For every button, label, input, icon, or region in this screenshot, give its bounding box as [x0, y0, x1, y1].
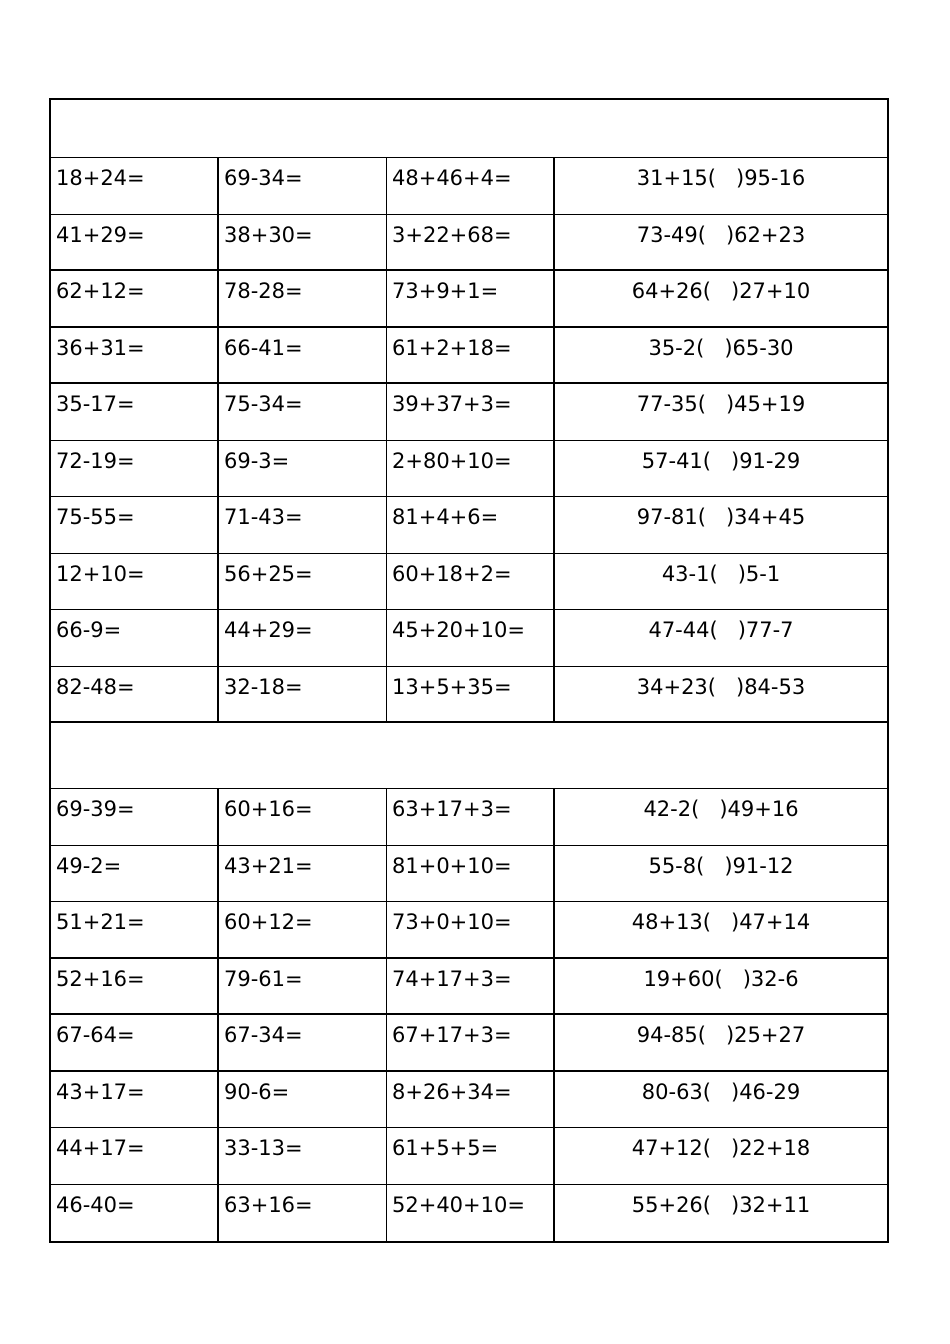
section-separator-row: [51, 723, 887, 789]
addition-subtraction-cell: 66-41=: [219, 328, 387, 383]
addition-subtraction-cell: 90-6=: [219, 1072, 387, 1128]
addition-subtraction-cell: 67-64=: [51, 1015, 219, 1070]
addition-subtraction-cell: 66-9=: [51, 610, 219, 666]
comparison-cell: 55-8( )91-12: [648, 853, 794, 878]
table-row: [51, 1128, 887, 1185]
addition-subtraction-cell: 18+24=: [51, 158, 219, 214]
comparison-cell: 73-49( )62+23: [636, 222, 806, 247]
addition-subtraction-cell: 60+12=: [219, 902, 387, 957]
three-term-cell: 67+17+3=: [387, 1015, 555, 1070]
addition-subtraction-cell: 35-17=: [51, 384, 219, 440]
three-term-cell: 3+22+68=: [387, 215, 555, 270]
table-row: [51, 902, 887, 959]
table-row: [51, 959, 887, 1016]
comparison-cell: 47+12( )22+18: [631, 1136, 811, 1160]
addition-subtraction-cell: 41+29=: [51, 215, 219, 270]
addition-subtraction-cell: 82-48=: [51, 667, 219, 722]
addition-subtraction-cell: 69-39=: [51, 789, 219, 845]
addition-subtraction-cell: 46-40=: [51, 1185, 219, 1242]
table-row: [51, 789, 887, 846]
three-term-cell: 48+46+4=: [387, 158, 555, 214]
table-row: [51, 610, 887, 667]
table-row: [51, 497, 887, 554]
three-term-cell: 45+20+10=: [387, 610, 555, 666]
table-row: [51, 1185, 887, 1242]
three-term-cell: 39+37+3=: [387, 384, 555, 440]
addition-subtraction-cell: 51+21=: [51, 902, 219, 957]
three-term-cell: 61+5+5=: [387, 1128, 555, 1184]
addition-subtraction-cell: 67-34=: [219, 1015, 387, 1070]
three-term-cell: 61+2+18=: [387, 328, 555, 383]
table-row: [51, 667, 887, 724]
table-row: [51, 384, 887, 441]
comparison-cell: 31+15( )95-16: [636, 166, 806, 190]
table-row: [51, 328, 887, 385]
table-row: [51, 1015, 887, 1072]
table-row: [51, 846, 887, 903]
three-term-cell: 81+4+6=: [387, 497, 555, 553]
three-term-cell: 81+0+10=: [387, 846, 555, 902]
addition-subtraction-cell: 69-34=: [219, 158, 387, 214]
three-term-cell: 60+18+2=: [387, 554, 555, 610]
addition-subtraction-cell: 71-43=: [219, 497, 387, 553]
table-row: [51, 215, 887, 272]
addition-subtraction-cell: 79-61=: [219, 959, 387, 1014]
addition-subtraction-cell: 62+12=: [51, 271, 219, 326]
addition-subtraction-cell: 60+16=: [219, 789, 387, 845]
table-row: [51, 1072, 887, 1129]
comparison-cell: 19+60( )32-6: [643, 966, 799, 991]
worksheet-table: [49, 98, 889, 1243]
addition-subtraction-cell: 32-18=: [219, 667, 387, 722]
comparison-cell: 34+23( )84-53: [636, 674, 806, 699]
addition-subtraction-cell: 75-55=: [51, 497, 219, 553]
comparison-cell: 97-81( )34+45: [636, 505, 806, 529]
addition-subtraction-cell: 49-2=: [51, 846, 219, 902]
addition-subtraction-cell: 44+29=: [219, 610, 387, 666]
three-term-cell: 73+0+10=: [387, 902, 555, 957]
table-row: [51, 271, 887, 328]
comparison-cell: 94-85( )25+27: [636, 1023, 806, 1047]
three-term-cell: 63+17+3=: [387, 789, 555, 845]
table-row: [51, 158, 887, 215]
worksheet-header-row: [51, 100, 887, 158]
addition-subtraction-cell: 43+21=: [219, 846, 387, 902]
addition-subtraction-cell: 43+17=: [51, 1072, 219, 1128]
addition-subtraction-cell: 52+16=: [51, 959, 219, 1014]
three-term-cell: 74+17+3=: [387, 959, 555, 1014]
addition-subtraction-cell: 75-34=: [219, 384, 387, 440]
comparison-cell: 80-63( )46-29: [641, 1079, 801, 1104]
three-term-cell: 73+9+1=: [387, 271, 555, 326]
table-row: [51, 441, 887, 498]
addition-subtraction-cell: 36+31=: [51, 328, 219, 383]
three-term-cell: 52+40+10=: [387, 1185, 555, 1242]
addition-subtraction-cell: 33-13=: [219, 1128, 387, 1184]
addition-subtraction-cell: 78-28=: [219, 271, 387, 326]
addition-subtraction-cell: 12+10=: [51, 554, 219, 610]
three-term-cell: 2+80+10=: [387, 441, 555, 497]
comparison-cell: 42-2( )49+16: [643, 797, 799, 821]
comparison-cell: 77-35( )45+19: [636, 392, 806, 416]
comparison-cell: 55+26( )32+11: [631, 1192, 811, 1217]
comparison-cell: 57-41( )91-29: [641, 448, 801, 473]
comparison-cell: 64+26( )27+10: [631, 279, 811, 303]
comparison-cell: 48+13( )47+14: [631, 910, 811, 934]
table-row: [51, 554, 887, 611]
comparison-cell: 35-2( )65-30: [648, 335, 794, 360]
addition-subtraction-cell: 44+17=: [51, 1128, 219, 1184]
addition-subtraction-cell: 69-3=: [219, 441, 387, 497]
three-term-cell: 8+26+34=: [387, 1072, 555, 1128]
three-term-cell: 13+5+35=: [387, 667, 555, 722]
addition-subtraction-cell: 72-19=: [51, 441, 219, 497]
addition-subtraction-cell: 63+16=: [219, 1185, 387, 1242]
comparison-cell: 43-1( )5-1: [661, 561, 781, 586]
addition-subtraction-cell: 38+30=: [219, 215, 387, 270]
comparison-cell: 47-44( )77-7: [648, 618, 794, 642]
addition-subtraction-cell: 56+25=: [219, 554, 387, 610]
